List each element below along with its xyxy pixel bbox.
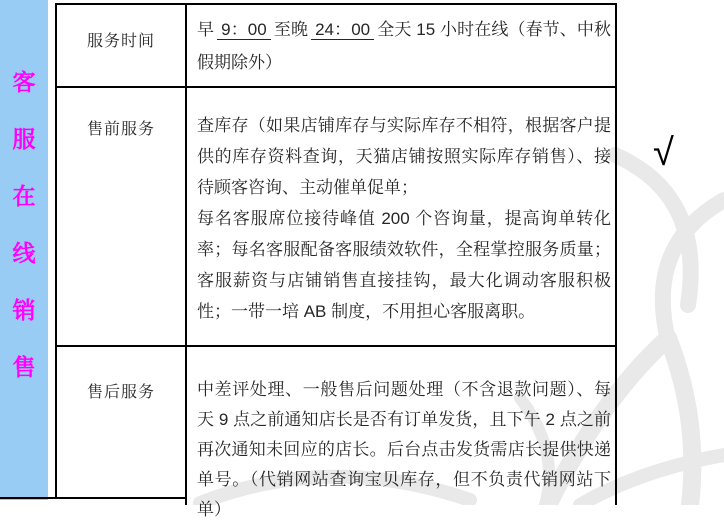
service-time-end-underlined: 24：00 [311, 20, 374, 40]
table-border-top [55, 3, 617, 5]
banner-char: 销 [12, 297, 36, 323]
vertical-category-banner [0, 0, 48, 500]
row-label-service-time: 服务时间 [86, 33, 155, 50]
banner-char: 售 [12, 354, 36, 380]
table-border-left [55, 3, 57, 499]
service-time-prefix: 早 [197, 20, 215, 39]
table-column-divider [185, 3, 187, 505]
service-time-suffix: 全天 15 小时在线（春节、中秋假期除外） [197, 20, 612, 72]
presale-paragraph-2: 每名客服席位接待峰值 200 个咨询量，提高询单转化率；每名客服配备客服绩效软件，全程掌控服务质量；客服薪资与店铺销售直接挂钩，最大化调动客服积极性；一带一培 AB 制度，不用担心客服离职。 [197, 209, 611, 321]
table-row-divider-2 [55, 345, 617, 347]
aftersale-paragraph-1: 中差评处理、一般售后问题处理（不含退款问题）、每天 9 点之前通知店长是否有订单发货，且下午 2 点之前再次通知未回应的店长。后台点击发货需店长提供快递单号。（代销网站查询宝贝库存，但不负责代销网站下单） [197, 380, 611, 519]
banner-char: 线 [12, 240, 36, 266]
checkmark-annotation: √ [653, 132, 674, 174]
table-row-divider-1 [55, 86, 617, 88]
cell-aftersale-service-content [197, 375, 611, 525]
cell-service-time-content [197, 13, 611, 79]
banner-char: 服 [12, 126, 36, 152]
row-label-aftersale-service: 售后服务 [86, 384, 155, 401]
service-time-connector: 至晚 [273, 20, 309, 39]
service-time-start-underlined: 9：00 [217, 20, 271, 40]
banner-char: 在 [12, 183, 36, 209]
row-label-presale-service: 售前服务 [86, 121, 155, 138]
banner-char: 客 [12, 69, 36, 95]
table-border-bottom [0, 497, 187, 499]
table-border-right [615, 3, 617, 505]
cell-presale-service-content [197, 110, 611, 327]
presale-paragraph-1: 查库存（如果店铺库存与实际库存不相符，根据客户提供的库存资料查询，天猫店铺按照实际库存销售）、接待顾客咨询、主动催单促单； [197, 116, 611, 197]
